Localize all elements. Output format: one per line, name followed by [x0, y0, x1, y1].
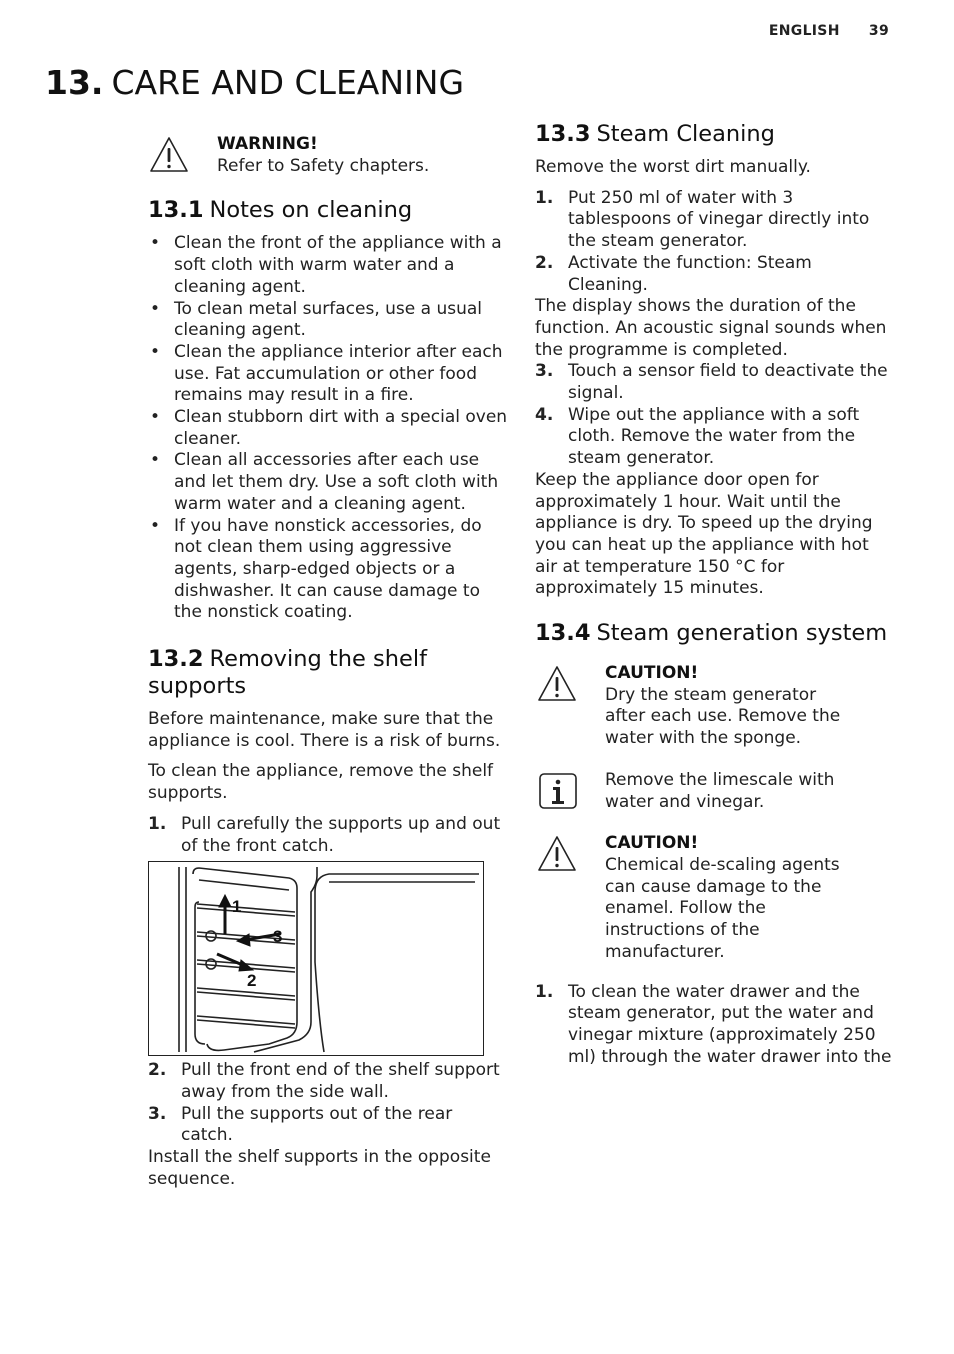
left-column	[148, 120, 508, 1191]
header-language: ENGLISH	[768, 23, 840, 39]
bullet-icon: •	[150, 298, 161, 319]
section-13-2-heading	[148, 646, 508, 700]
list-item-text: Clean all accessories after each use and let them dry. Use a soft cloth with warm water and a cleaning agent.	[174, 450, 499, 514]
display-paragraph: The display shows the duration of the function. An acoustic signal sounds when the programme is completed.	[535, 296, 887, 360]
install-paragraph: Install the shelf supports in the opposite sequence.	[148, 1147, 491, 1189]
warning-triangle-icon	[537, 664, 577, 704]
section-number: 13.3	[535, 121, 591, 147]
list-item-text: If you have nonstick accessories, do not clean them using aggressive agents, sharp-edged objects or a dishwasher. It can cause damage to the nonstick coating.	[174, 515, 482, 623]
step-text: Put 250 ml of water with 3 tablespoons of vinegar directly into the steam generator.	[568, 187, 870, 252]
step-text: Touch a sensor field to deactivate the signal.	[568, 361, 888, 404]
step-item	[535, 982, 895, 1069]
bullet-icon: •	[150, 450, 161, 471]
right-column	[535, 120, 895, 1068]
shelf-support-drawing	[149, 862, 484, 1056]
list-item-text: Clean stubborn dirt with a special oven cleaner.	[174, 407, 508, 449]
arrow-label: 2	[247, 971, 257, 991]
step-text: To clean the water drawer and the steam generator, put the water and vinegar mixture (approximately 250 ml) through the water drawer into the	[568, 981, 892, 1067]
list-item	[148, 342, 508, 407]
step-text: Activate the function: Steam Cleaning.	[568, 252, 812, 295]
caution-label: CAUTION!	[605, 833, 699, 854]
step-item	[148, 1060, 508, 1103]
warning-label: WARNING!	[217, 134, 318, 154]
info-notice	[535, 770, 895, 813]
shelf-steps	[148, 814, 508, 1147]
section-13-1-heading	[148, 197, 508, 224]
section-number: 13.2	[148, 646, 204, 673]
remove-supports-paragraph: To clean the appliance, remove the shelf supports.	[148, 761, 494, 804]
step-text: Wipe out the appliance with a soft cloth. Remove the water from the steam generator.	[568, 404, 860, 469]
step-number: 1.	[535, 187, 554, 208]
list-item	[148, 450, 508, 515]
bullet-icon: •	[150, 341, 161, 362]
step-item	[148, 814, 508, 857]
chapter-title-text: CARE AND CLEANING	[111, 63, 465, 102]
step-number: 1.	[148, 813, 167, 834]
step-text: Pull carefully the supports up and out of the front catch.	[181, 813, 501, 856]
section-number: 13.4	[535, 620, 591, 647]
step-item	[535, 253, 895, 296]
caution-notice	[535, 663, 895, 750]
list-item-text: Clean the appliance interior after each use. Fat accumulation or other food remains may result in a fire.	[174, 341, 503, 406]
step-text: Pull the front end of the shelf support away from the side wall.	[181, 1060, 500, 1102]
section-number: 13.1	[148, 197, 204, 224]
warning-triangle-icon	[537, 834, 577, 874]
bullet-icon: •	[150, 407, 161, 428]
section-title-line1: Removing the shelf	[209, 646, 428, 673]
bullet-icon: •	[150, 515, 161, 536]
page-number: 39	[868, 23, 889, 39]
chapter-title	[45, 63, 464, 102]
caution-notice	[535, 833, 895, 963]
cleaning-notes-list	[148, 233, 508, 624]
list-item	[148, 516, 508, 625]
section-title: Notes on cleaning	[209, 197, 413, 224]
list-item-text: Clean the front of the appliance with a soft cloth with warm water and a cleaning agent.	[174, 233, 502, 297]
caution-text: Dry the steam generator after each use. Remove the water with the sponge.	[605, 684, 841, 749]
intro-paragraph: Remove the worst dirt manually.	[535, 157, 811, 177]
list-item	[148, 407, 508, 450]
info-icon	[538, 772, 578, 812]
section-title: Steam generation system	[596, 620, 888, 647]
chapter-number: 13.	[45, 63, 104, 102]
drying-paragraph: Keep the appliance door open for approximately 1 hour. Wait until the appliance is dry. To speed up the drying you can heat up the appliance with hot air at temperature 150 °C for approximately 15 minutes.	[535, 469, 873, 599]
caution-text: Chemical de-scaling agents can cause damage to the enamel. Follow the instructions of the manufacturer.	[605, 854, 840, 962]
step-item	[535, 361, 895, 404]
warning-triangle-icon	[149, 135, 189, 175]
arrow-label: 1	[232, 897, 242, 917]
warning-text: Refer to Safety chapters.	[217, 155, 430, 176]
step-number: 4.	[535, 404, 554, 425]
step-item	[148, 1104, 508, 1147]
steam-steps-continued	[535, 361, 895, 470]
list-item	[148, 233, 508, 298]
step-number: 3.	[535, 361, 554, 382]
step-item	[535, 188, 895, 253]
steam-system-steps	[535, 982, 895, 1069]
list-item	[148, 299, 508, 342]
list-item-text: To clean metal surfaces, use a usual cleaning agent.	[174, 298, 483, 341]
step-item	[535, 405, 895, 470]
section-title-line2: supports	[148, 673, 247, 700]
info-text: Remove the limescale with water and vinegar.	[605, 769, 835, 812]
section-13-3-heading	[535, 121, 895, 148]
maintenance-paragraph: Before maintenance, make sure that the appliance is cool. There is a risk of burns.	[148, 709, 501, 751]
section-title: Steam Cleaning	[596, 121, 775, 147]
page-header	[769, 23, 889, 39]
warning-notice	[147, 120, 508, 177]
step-text: Pull the supports out of the rear catch.	[181, 1103, 453, 1146]
step-number: 3.	[148, 1103, 167, 1124]
bullet-icon: •	[150, 233, 161, 254]
step-number: 2.	[535, 252, 554, 273]
step-number: 1.	[535, 981, 554, 1002]
section-13-4-heading	[535, 620, 895, 647]
steam-steps	[535, 188, 895, 297]
step-number: 2.	[148, 1060, 167, 1081]
arrow-label: 3	[273, 927, 283, 947]
caution-label: CAUTION!	[605, 663, 699, 684]
shelf-support-illustration	[148, 861, 484, 1056]
